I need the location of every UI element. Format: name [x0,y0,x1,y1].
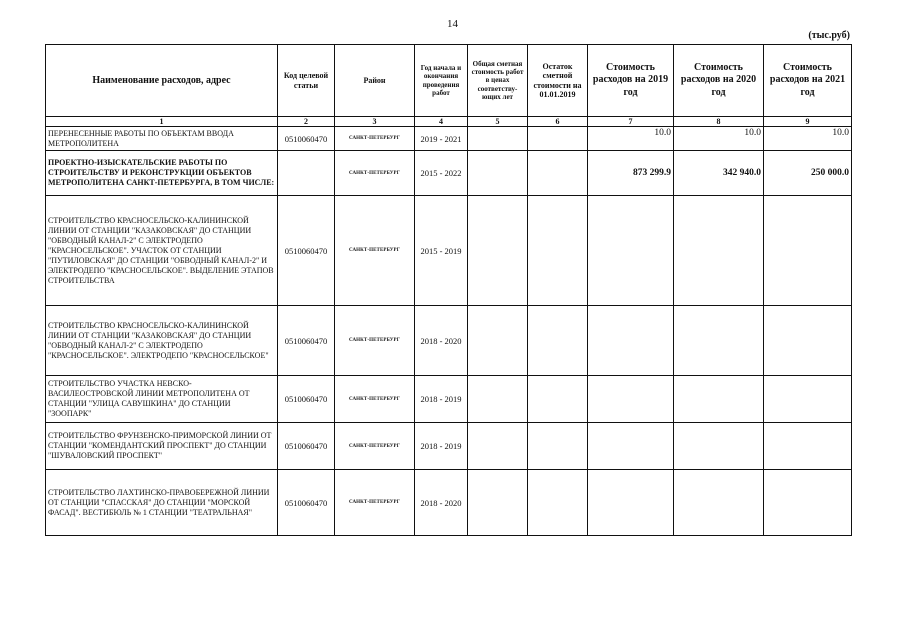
row-years: 2015 - 2022 [415,151,468,196]
row-remaining [528,423,588,470]
row-cost-2020 [674,306,764,376]
row-region: САНКТ-ПЕТЕРБУРГ [335,376,415,423]
row-total-cost [468,127,528,151]
row-years: 2018 - 2020 [415,470,468,536]
column-number: 3 [335,117,415,127]
column-number: 9 [764,117,852,127]
column-number: 8 [674,117,764,127]
row-total-cost [468,376,528,423]
row-total-cost [468,423,528,470]
row-cost-2020 [674,470,764,536]
row-name: СТРОИТЕЛЬСТВО УЧАСТКА НЕВСКО-ВАСИЛЕОСТРОВСКОЙ ЛИНИИ МЕТРОПОЛИТЕНА ОТ СТАНЦИИ "УЛИЦА САВУШКИНА" ДО СТАНЦИИ "ЗООПАРК" [46,376,278,423]
column-number: 7 [588,117,674,127]
row-cost-2019: 873 299.9 [588,151,674,196]
table-row [46,306,852,376]
header-name: Наименование расходов, адрес [46,45,278,117]
header-cost-2020: Стоимость расходов на 2020 год [674,45,764,117]
page-number: 14 [447,18,458,30]
row-cost-2021 [764,196,852,306]
row-cost-2021: 250 000.0 [764,151,852,196]
column-number: 4 [415,117,468,127]
row-region: САНКТ-ПЕТЕРБУРГ [335,151,415,196]
row-cost-2020 [674,376,764,423]
table-row [46,127,852,151]
row-remaining [528,376,588,423]
row-cost-2021 [764,376,852,423]
row-region: САНКТ-ПЕТЕРБУРГ [335,127,415,151]
row-name: СТРОИТЕЛЬСТВО ФРУНЗЕНСКО-ПРИМОРСКОЙ ЛИНИИ ОТ СТАНЦИИ "КОМЕНДАНТСКИЙ ПРОСПЕКТ" ДО СТАНЦИИ "ШУВАЛОВСКИЙ ПРОСПЕКТ" [46,423,278,470]
row-code: 0510060470 [278,376,335,423]
header-years: Год начала и окончания проведения работ [415,45,468,117]
table-row [46,196,852,306]
header-region: Район [335,45,415,117]
column-number-row [46,117,852,127]
row-cost-2020: 10.0 [674,127,764,151]
row-cost-2019: 10.0 [588,127,674,151]
row-cost-2021: 10.0 [764,127,852,151]
row-region: САНКТ-ПЕТЕРБУРГ [335,470,415,536]
row-remaining [528,306,588,376]
row-code: 0510060470 [278,470,335,536]
row-region: САНКТ-ПЕТЕРБУРГ [335,196,415,306]
column-number: 1 [46,117,278,127]
units-label: (тыс.руб) [808,30,850,41]
table-row [46,423,852,470]
column-number: 5 [468,117,528,127]
row-cost-2019 [588,470,674,536]
header-code: Код целевой статьи [278,45,335,117]
row-cost-2019 [588,376,674,423]
row-name: ПЕРЕНЕСЕННЫЕ РАБОТЫ ПО ОБЪЕКТАМ ВВОДА МЕТРОПОЛИТЕНА [46,127,278,151]
row-code: 0510060470 [278,127,335,151]
budget-table [45,44,852,536]
row-cost-2019 [588,196,674,306]
column-number: 6 [528,117,588,127]
header-remaining: Остаток сметной стоимости на 01.01.2019 [528,45,588,117]
row-cost-2021 [764,470,852,536]
table-row [46,376,852,423]
row-name: СТРОИТЕЛЬСТВО КРАСНОСЕЛЬСКО-КАЛИНИНСКОЙ ЛИНИИ ОТ СТАНЦИИ "КАЗАКОВСКАЯ" ДО СТАНЦИИ "ОБВОДНЫЙ КАНАЛ-2" С ЭЛЕКТРОДЕПО "КРАСНОСЕЛЬСКОЕ". УЧАСТОК ОТ СТАНЦИИ "ПУТИЛОВСКАЯ" ДО СТАНЦИИ "ОБВОДНЫЙ КАНАЛ-2" И ЭЛЕКТРОДЕПО "КРАСНОСЕЛЬСКОЕ". ВЫДЕЛЕНИЕ ЭТАПОВ СТРОИТЕЛЬСТВА [46,196,278,306]
row-name: СТРОИТЕЛЬСТВО КРАСНОСЕЛЬСКО-КАЛИНИНСКОЙ ЛИНИИ ОТ СТАНЦИИ "КАЗАКОВСКАЯ" ДО СТАНЦИИ "ОБВОДНЫЙ КАНАЛ-2" С ЭЛЕКТРОДЕПО "КРАСНОСЕЛЬСКОЕ". ЭЛЕКТРОДЕПО "КРАСНОСЕЛЬСКОЕ" [46,306,278,376]
row-cost-2021 [764,306,852,376]
column-number: 2 [278,117,335,127]
row-remaining [528,127,588,151]
row-name: СТРОИТЕЛЬСТВО ЛАХТИНСКО-ПРАВОБЕРЕЖНОЙ ЛИНИИ ОТ СТАНЦИИ "СПАССКАЯ" ДО СТАНЦИИ "МОРСКОЙ ФАСАД". ВЕСТИБЮЛЬ № 1 СТАНЦИИ "ТЕАТРАЛЬНАЯ" [46,470,278,536]
row-cost-2020 [674,196,764,306]
row-remaining [528,196,588,306]
table-row [46,151,852,196]
row-years: 2015 - 2019 [415,196,468,306]
header-cost-2019: Стоимость расходов на 2019 год [588,45,674,117]
row-cost-2019 [588,306,674,376]
row-remaining [528,470,588,536]
table-row [46,470,852,536]
row-years: 2019 - 2021 [415,127,468,151]
header-total-cost: Общая сметная стоимость работ в ценах соответству-ющих лет [468,45,528,117]
row-total-cost [468,470,528,536]
row-cost-2020: 342 940.0 [674,151,764,196]
row-total-cost [468,196,528,306]
row-remaining [528,151,588,196]
row-region: САНКТ-ПЕТЕРБУРГ [335,306,415,376]
row-region: САНКТ-ПЕТЕРБУРГ [335,423,415,470]
row-years: 2018 - 2019 [415,376,468,423]
row-cost-2019 [588,423,674,470]
row-name: ПРОЕКТНО-ИЗЫСКАТЕЛЬСКИЕ РАБОТЫ ПО СТРОИТЕЛЬСТВУ И РЕКОНСТРУКЦИИ ОБЪЕКТОВ МЕТРОПОЛИТЕНА САНКТ-ПЕТЕРБУРГА, В ТОМ ЧИСЛЕ: [46,151,278,196]
row-code [278,151,335,196]
row-code: 0510060470 [278,423,335,470]
header-row [46,45,852,117]
row-total-cost [468,306,528,376]
row-code: 0510060470 [278,306,335,376]
row-years: 2018 - 2020 [415,306,468,376]
row-years: 2018 - 2019 [415,423,468,470]
row-cost-2021 [764,423,852,470]
row-total-cost [468,151,528,196]
header-cost-2021: Стоимость расходов на 2021 год [764,45,852,117]
row-code: 0510060470 [278,196,335,306]
row-cost-2020 [674,423,764,470]
